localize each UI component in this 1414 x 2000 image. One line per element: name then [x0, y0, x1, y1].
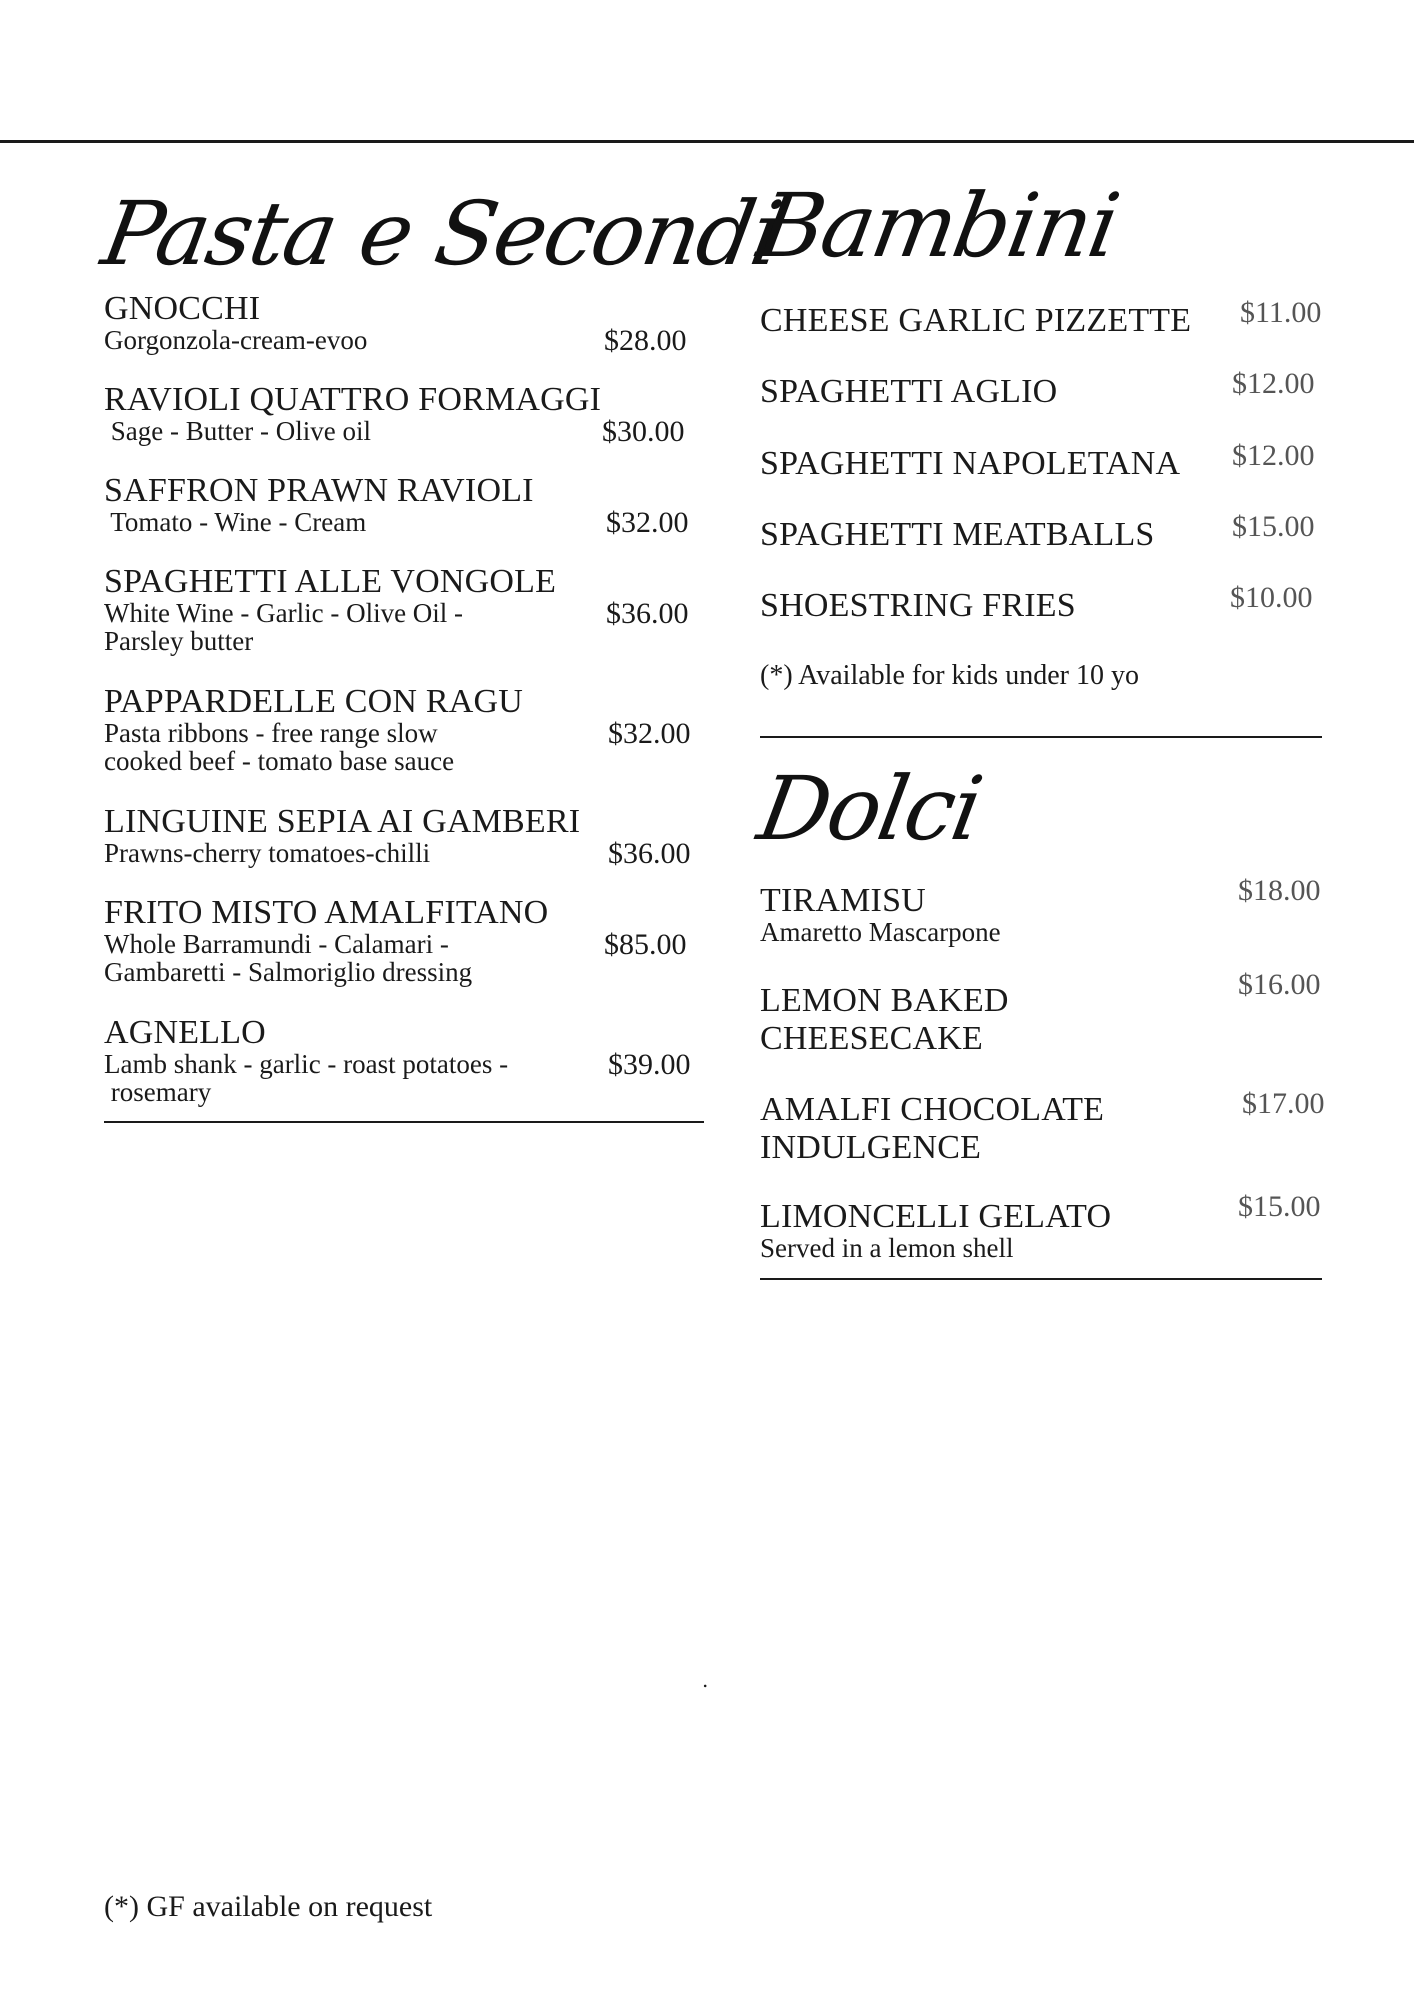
item-price: $30.00: [602, 415, 685, 448]
item-description: Prawns-cherry tomatoes-chilli: [104, 838, 431, 868]
item-name: LIMONCELLI GELATO: [760, 1198, 1112, 1235]
item-name: RAVIOLI QUATTRO FORMAGGI: [104, 381, 602, 418]
item-price: $17.00: [1242, 1087, 1325, 1120]
pasta-heading: Pasta e Secondi: [95, 182, 788, 285]
item-name: TIRAMISU: [760, 882, 926, 919]
item-name-line2: CHEESECAKE: [760, 1020, 983, 1057]
item-price: $15.00: [1238, 1190, 1321, 1223]
item-description: Served in a lemon shell: [760, 1233, 1014, 1263]
item-price: $10.00: [1230, 581, 1313, 614]
menu-item: [760, 1087, 1325, 1166]
item-name: GNOCCHI: [104, 290, 261, 327]
item-name: SPAGHETTI MEATBALLS: [760, 516, 1155, 553]
item-price: $11.00: [1240, 296, 1322, 329]
item-name: AMALFI CHOCOLATE: [760, 1091, 1105, 1128]
menu-item: [104, 472, 704, 539]
center-dot: .: [702, 1668, 709, 1692]
menu-item: [760, 439, 1322, 482]
item-description-line2: Parsley butter: [104, 626, 254, 656]
menu-item: [760, 296, 1322, 339]
menu-item: [104, 381, 704, 448]
menu-item: [760, 510, 1322, 553]
item-name: SPAGHETTI NAPOLETANA: [760, 445, 1181, 482]
item-name: FRITO MISTO AMALFITANO: [104, 894, 549, 931]
item-price: $18.00: [1238, 874, 1321, 907]
item-description: Sage - Butter - Olive oil: [104, 416, 371, 446]
item-description: Whole Barramundi - Calamari -: [104, 929, 449, 959]
item-name: AGNELLO: [104, 1014, 266, 1051]
menu-item: [104, 896, 704, 986]
item-name: SAFFRON PRAWN RAVIOLI: [104, 472, 534, 509]
item-price: $12.00: [1232, 439, 1315, 472]
item-name: SHOESTRING FRIES: [760, 587, 1076, 624]
footer-note: (*) GF available on request: [104, 1890, 433, 1923]
item-price: $12.00: [1232, 367, 1315, 400]
item-name-line2: INDULGENCE: [760, 1129, 982, 1166]
bambini-heading: Bambini: [751, 174, 1126, 277]
bambini-divider: [760, 736, 1322, 738]
item-price: $15.00: [1232, 510, 1315, 543]
item-price: $85.00: [604, 928, 687, 961]
menu-item: [760, 367, 1322, 410]
menu-item: [760, 581, 1322, 624]
item-description: Pasta ribbons - free range slow: [104, 718, 438, 748]
item-name: SPAGHETTI ALLE VONGOLE: [104, 563, 557, 600]
menu-item: [760, 874, 1322, 947]
menu-item: [104, 803, 704, 870]
item-description: White Wine - Garlic - Olive Oil -: [104, 598, 464, 628]
item-price: $32.00: [606, 506, 689, 539]
menu-item: [104, 290, 704, 357]
item-name: SPAGHETTI AGLIO: [760, 373, 1058, 410]
menu-item: [760, 968, 1322, 1057]
menu-item: [104, 685, 704, 775]
item-description: Tomato - Wine - Cream: [104, 507, 367, 537]
item-description-line2: cooked beef - tomato base sauce: [104, 746, 455, 776]
item-price: $16.00: [1238, 968, 1321, 1001]
item-name: PAPPARDELLE CON RAGU: [104, 683, 524, 720]
item-description-line2: rosemary: [104, 1077, 212, 1107]
item-description: Lamb shank - garlic - roast potatoes -: [104, 1049, 509, 1079]
top-divider: [0, 140, 1414, 143]
item-name: LEMON BAKED: [760, 982, 1009, 1019]
item-description-line2: Gambaretti - Salmoriglio dressing: [104, 957, 473, 987]
menu-item: [760, 1190, 1322, 1263]
menu-item: [104, 1016, 704, 1106]
item-description: Amaretto Mascarpone: [760, 917, 1001, 947]
pasta-divider: [104, 1121, 704, 1123]
item-price: $36.00: [608, 837, 691, 870]
menu-item: [104, 565, 704, 655]
bambini-note: (*) Available for kids under 10 yo: [760, 660, 1139, 691]
item-description: Gorgonzola-cream-evoo: [104, 325, 368, 355]
item-price: $28.00: [604, 324, 687, 357]
item-name: CHEESE GARLIC PIZZETTE: [760, 302, 1192, 339]
dolci-divider: [760, 1278, 1322, 1280]
item-price: $36.00: [606, 597, 689, 630]
item-price: $32.00: [608, 717, 691, 750]
dolci-heading: Dolci: [751, 757, 989, 860]
item-name: LINGUINE SEPIA AI GAMBERI: [104, 803, 581, 840]
item-price: $39.00: [608, 1048, 691, 1081]
